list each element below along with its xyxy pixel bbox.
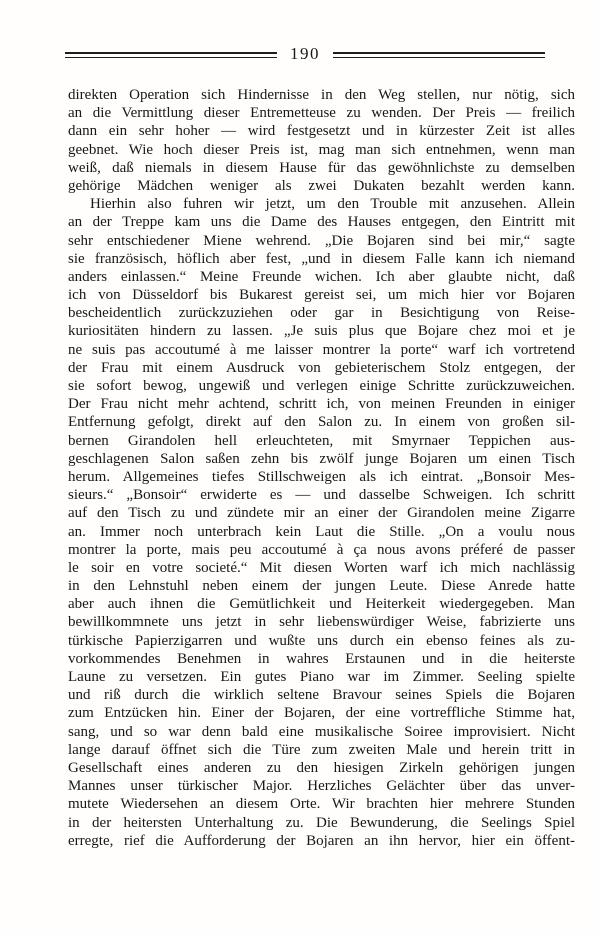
text-line: montrer la porte, mais peu accoutumé à ça nous avons préferé de passer	[68, 541, 575, 558]
text-line: ne suis pas accoutumé à me laisser montrer la porte“ warf ich vortretend	[68, 341, 575, 358]
text-line: lange darauf öffnet sich die Türe zum zweiten Male und herein tritt in	[68, 741, 575, 758]
text-line: direkten Operation sich Hindernisse in den Weg stellen, nur nötig, sich	[68, 87, 575, 103]
paragraph	[68, 195, 575, 850]
text-line: sang, und so war denn bald eine musikalische Soiree improvisiert. Nicht	[68, 723, 575, 740]
text-line: erregte, rief die Aufforderung der Bojaren an ihn hervor, hier ein öffent-	[68, 832, 575, 849]
text-line: Hierhin also fuhren wir jetzt, um den Trouble mit anzusehen. Allein	[90, 196, 575, 213]
text-line: anders einlassen.“ Meine Freunde wichen. Ich aber glaubte nicht, daß	[68, 268, 575, 285]
text-line: an. Immer noch unterbrach kein Laut die Stille. „On a voulu nous	[68, 523, 575, 540]
text-line: Der Frau nicht mehr achtend, schritt ich, von meinen Freunden in einiger	[68, 396, 575, 413]
text-line: weiß, daß niemals in diesem Hause für das gewöhnlichste zu demselben	[68, 159, 575, 176]
header-rule-left	[65, 52, 277, 58]
text-line: sie sofort bewog, ungewiß und verlegen einige Schritte zurückzuweichen.	[68, 378, 575, 394]
text-line: gehörige Mädchen weniger als zwei Dukaten bezahlt werden kann.	[68, 177, 575, 194]
text-line: mutete Wiedersehen an diesem Orte. Wir brachten hier mehrere Stunden	[68, 796, 575, 813]
paragraph	[68, 86, 575, 195]
text-line: bernen Girandolen hell erleuchteten, mit Smyrnaer Teppichen aus-	[68, 432, 575, 449]
text-line: an der Treppe kam uns die Dame des Hauses entgegen, den Eintritt mit	[68, 214, 575, 231]
text-line: Gesellschaft eines anderen zu den hiesigen Zirkeln gehörigen jungen	[68, 759, 575, 776]
text-line: an die Vermittlung dieser Entremetteuse zu wenden. Der Preis — freilich	[68, 105, 575, 122]
text-line: zum Entzücken hin. Einer der Bojaren, der eine vortreffliche Stimme hat,	[68, 705, 575, 722]
text-line: der Frau mit einem Ausdruck von gebieterischem Stolz entgegen, der	[68, 359, 575, 376]
text-line: Entfernung gefolgt, direkt auf den Salon zu. In einem von großen sil-	[68, 414, 575, 431]
text-line: bewillkommnete uns jetzt in sehr liebenswürdiger Weise, fabrizierte uns	[68, 614, 575, 631]
text-line: ich von Düsseldorf bis Bukarest gereist sei, um mich hier vor Bojaren	[68, 287, 575, 304]
text-line: in den Lehnstuhl neben einem der jungen Leute. Diese Anrede hatte	[68, 578, 575, 595]
text-line: sieurs.“ „Bonsoir“ erwiderte es — und dasselbe Schweigen. Ich schritt	[68, 487, 575, 504]
text-line: dann ein sehr hoher — wird festgesetzt und in kürzester Zeit ist alles	[68, 123, 575, 140]
text-line: und riß durch die wirklich seltene Bravour seines Spiels die Bojaren	[68, 687, 575, 704]
text-line: le soir en votre societé.“ Mit diesen Worten warf ich mich nachlässig	[68, 559, 575, 576]
page-header	[65, 45, 545, 63]
text-line: bescheidentlich zurückzuziehen oder gar in Besichtigung von Reise-	[68, 305, 575, 322]
text-line: geebnet. Wie hoch dieser Preis ist, mag man sich entnehmen, wenn man	[68, 141, 575, 158]
text-line: aber auch ihnen die Gemütlichkeit und Heiterkeit wiedergegeben. Man	[68, 596, 575, 613]
body-text	[68, 86, 575, 850]
text-line: vorkommendes Benehmen in wahres Erstaunen und in die heiterste	[68, 650, 575, 667]
text-line: in der heitersten Unterhaltung zu. Die Bewunderung, die Seelings Spiel	[68, 814, 575, 831]
text-line: Laune zu versetzen. Ein gutes Piano war im Zimmer. Seeling spielte	[68, 669, 575, 685]
text-line: auf den Tisch zu und zündete mir an einer der Girandolen meine Zigarre	[68, 505, 575, 522]
text-line: türkische Papierzigarren und wußte uns durch ein ebenso feines als zu-	[68, 632, 575, 649]
text-line: kuriositäten hindern zu lassen. „Je suis plus que Bojare chez moi et je	[68, 323, 575, 340]
text-line: Mannes unser türkischer Major. Herzliches Gelächter über das unver-	[68, 778, 575, 795]
text-line: sie französisch, höflich aber fest, „und in diesem Falle kann ich niemand	[68, 250, 575, 267]
page-number: 190	[290, 44, 320, 63]
header-rule-right	[333, 52, 545, 58]
text-line: geschlagenen Salon saßen zehn bis zwölf junge Bojaren um einen Tisch	[68, 450, 575, 467]
text-line: sehr entschiedener Miene wehrend. „Die Bojaren sind bei mir,“ sagte	[68, 232, 575, 249]
text-line: herum. Allgemeines tiefes Stillschweigen als ich eintrat. „Bonsoir Mes-	[68, 468, 575, 485]
